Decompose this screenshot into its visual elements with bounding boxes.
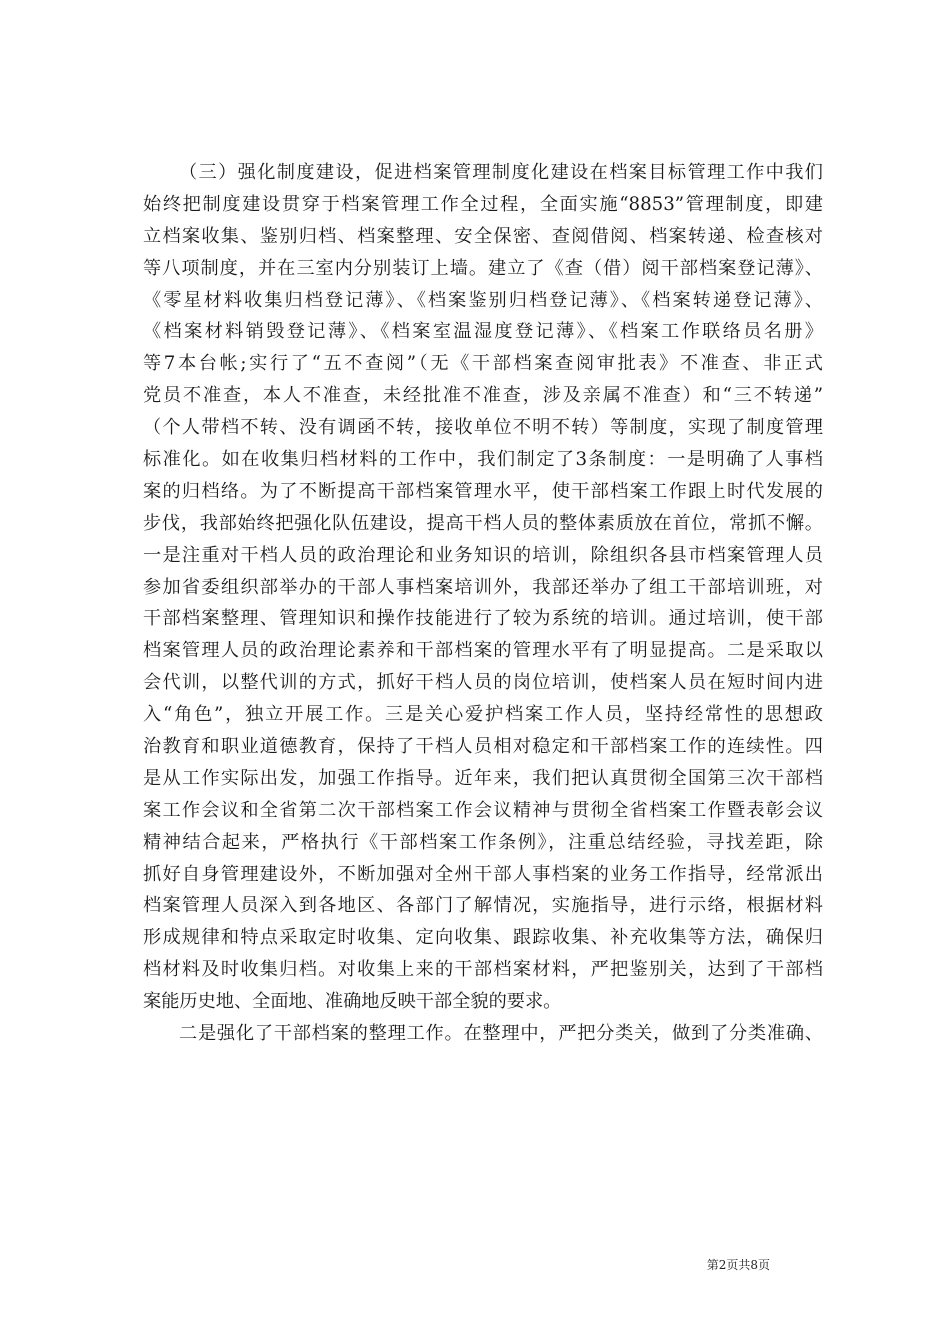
text-line: 档案管理人员的政治理论素养和干部档案的管理水平有了明显提高。二是采取以 (143, 640, 823, 662)
text-line: 始终把制度建设贯穿于档案管理工作全过程，全面实施“8853”管理制度，即建 (143, 193, 823, 215)
paragraph-1 (143, 157, 823, 1018)
page-number: 第2页共8页 (706, 1258, 770, 1272)
text-line: 参加省委组织部举办的干部人事档案培训外，我部还举办了组工干部培训班，对 (143, 576, 823, 598)
text-line: 档材料及时收集归档。对收集上来的干部档案材料，严把鉴别关，达到了干部档 (143, 959, 823, 981)
text-line: 二是强化了干部档案的整理工作。在整理中，严把分类关，做到了分类准确、 (179, 1023, 823, 1045)
text-line: 入“角色”，独立开展工作。三是关心爱护档案工作人员，坚持经常性的思想政 (143, 704, 823, 726)
text-line: 《零星材料收集归档登记薄》、《档案鉴别归档登记薄》、《档案转递登记薄》、 (143, 289, 823, 311)
text-line: 干部档案整理、管理知识和操作技能进行了较为系统的培训。通过培训，使干部 (143, 608, 823, 630)
text-line: 等八项制度，并在三室内分别装订上墙。建立了《查（借）阅干部档案登记薄》、 (143, 257, 823, 279)
text-line: 会代训，以整代训的方式，抓好干档人员的岗位培训，使档案人员在短时间内进 (143, 672, 823, 694)
text-line: 党员不准查，本人不准查，未经批准不准查，涉及亲属不准查）和“三不转递” (143, 385, 823, 407)
text-line: 标准化。如在收集归档材料的工作中，我们制定了3条制度：一是明确了人事档 (143, 449, 823, 471)
text-line: 治教育和职业道德教育，保持了干档人员相对稳定和干部档案工作的连续性。四 (143, 736, 823, 758)
page-footer (0, 1257, 950, 1273)
text-line: （个人带档不转、没有调函不转，接收单位不明不转）等制度，实现了制度管理 (143, 417, 823, 439)
text-line: 案的归档络。为了不断提高干部档案管理水平，使干部档案工作跟上时代发展的 (143, 480, 823, 502)
text-line: 抓好自身管理建设外，不断加强对全州干部人事档案的业务工作指导，经常派出 (143, 863, 823, 885)
paragraph-2 (143, 1018, 823, 1050)
text-line: 步伐，我部始终把强化队伍建设，提高干档人员的整体素质放在首位，常抓不懈。 (143, 512, 823, 534)
text-line: 是从工作实际出发，加强工作指导。近年来，我们把认真贯彻全国第三次干部档 (143, 767, 823, 789)
text-line: 案工作会议和全省第二次干部档案工作会议精神与贯彻全省档案工作暨表彰会议 (143, 799, 823, 821)
text-line: 立档案收集、鉴别归档、档案整理、安全保密、查阅借阅、档案转递、检查核对 (143, 225, 823, 247)
text-line: 案能历史地、全面地、准确地反映干部全貌的要求。 (143, 991, 562, 1013)
text-line: （三）强化制度建设，促进档案管理制度化建设在档案目标管理工作中我们 (179, 162, 823, 183)
text-line: 精神结合起来，严格执行《干部档案工作条例》，注重总结经验，寻找差距，除 (143, 831, 823, 853)
text-line: 一是注重对干档人员的政治理论和业务知识的培训，除组织各县市档案管理人员 (143, 544, 823, 566)
text-line: 档案管理人员深入到各地区、各部门了解情况，实施指导，进行示络，根据材料 (143, 895, 823, 917)
text-line: 《档案材料销毁登记薄》、《档案室温湿度登记薄》、《档案工作联络员名册》 (143, 321, 823, 343)
document-body (143, 157, 823, 1050)
text-line: 等7本台帐;实行了“五不查阅”（无《干部档案查阅审批表》不准查、非正式 (143, 353, 823, 375)
text-line: 形成规律和特点采取定时收集、定向收集、跟踪收集、补充收集等方法，确保归 (143, 927, 823, 949)
